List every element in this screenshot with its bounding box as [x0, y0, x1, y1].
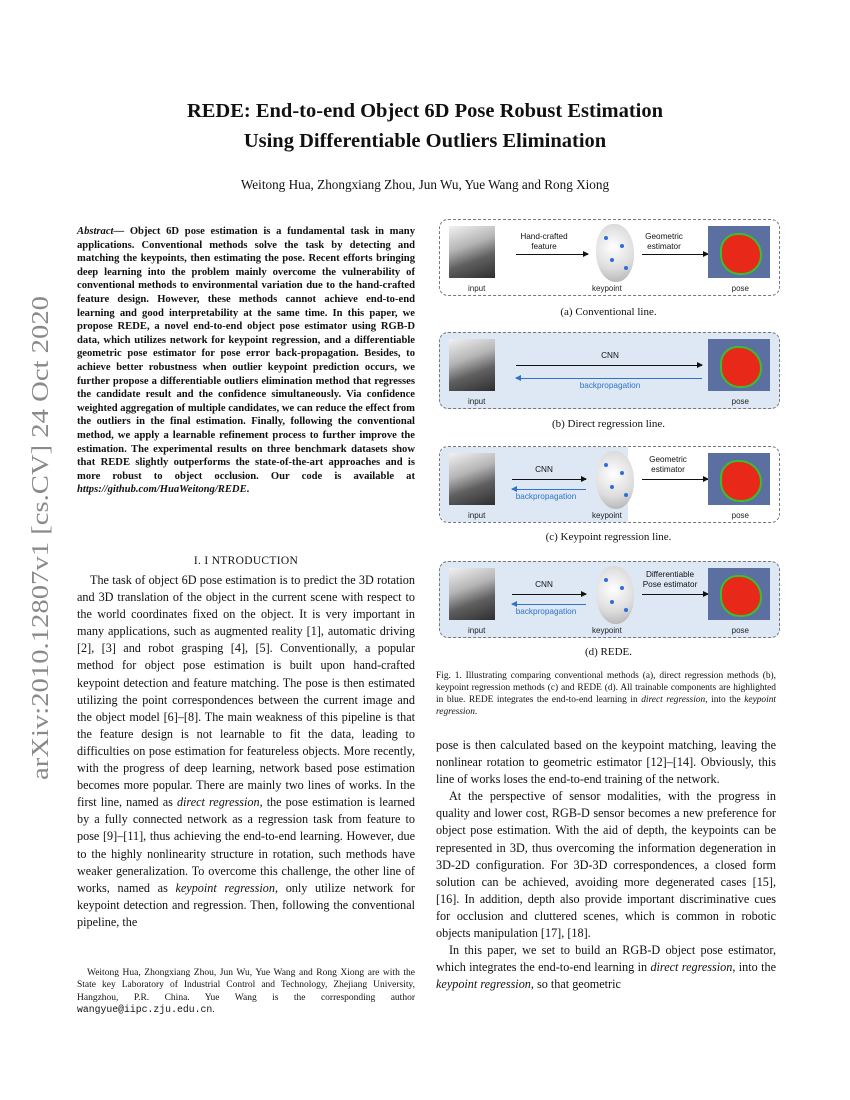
backprop-arrow [516, 378, 702, 379]
right-column [436, 737, 776, 993]
differentiable-estimator-label: Differentiable Pose estimator [642, 570, 698, 589]
pose-mask [720, 233, 762, 275]
paper-title [0, 96, 850, 156]
pose-mask [720, 575, 762, 617]
pose-mask [720, 346, 762, 388]
geometric-estimator-label: Geometric estimator [649, 455, 687, 474]
figure-caption: Fig. 1. Illustrating comparing conventional methods (a), direct regression methods (b), keypoint regression methods (c) and REDE (d). All trainable components are highlighted in blue. REDE integrates the end-to-end learning in direct regression, into the keypoint regression. [436, 671, 777, 718]
subcaption-a: (a) Conventional line. [560, 306, 657, 318]
arxiv-stamp [20, 296, 56, 780]
section-heading-introduction: I. I NTRODUCTION [193, 555, 299, 567]
keypoint-label: keypoint [592, 284, 622, 293]
intro-column [77, 572, 415, 931]
pose-image [708, 453, 770, 505]
abstract-label: Abstract [77, 226, 114, 237]
right-paragraph-2: At the perspective of sensor modalities, with the progress in quality and lower cost, RGB-D sensor becomes a new preference for object pose estimation. With the aid of depth, the keypoints can be represented in 3D, thus overcoming the information degeneration in 3D-2D configuration. For 3D-3D correspondences, a closed form solution can be achieved, avoiding more degenerated cases [15], [16]. In addition, depth also provide important discriminative cues for occlusion and cluttered scenes, which is common in robotic objects manipulation [17], [18]. [436, 789, 776, 941]
intro-paragraph: The task of object 6D pose estimation is to predict the 3D rotation and 3D translation of the object in the current scene with respect to the world coordinates fixed on the object. It is very important in many applications, such as augmented reality [1], automatic driving [2], [3] and robot grasping [4], [5]. Conventionally, a popular method for object pose estimation is built upon hand-crafted keypoint detection and feature matching. The pose is then estimated utilizing the point correspondences between the current image and the object model [6]–[8]. The main weakness of this pipeline is that the feature design is not learnable to fit the data, leading to difficulties on pose estimation for featureless objects. More recently, with the progress of deep learning, network based pose estimation becomes more popular. There are mainly two lines of works. In the first line, named as direct regression, the pose estimation is learned by a fully connected network as a regression task from feature to pose [9]–[11], thus achieving the end-to-end learning. However, due to the highly nonlinearity structure in rotation, such methods have weaker generalization. To overcome this challenge, the other line of works, named as keypoint regression, only utilize network for keypoint detection and regression. Then, following the conventional pipeline, the [77, 573, 416, 929]
right-paragraph-1: pose is then calculated based on the keypoint matching, leaving the nonlinear rotation to geometric estimator [12]–[14]. Obviously, this line of works loses the end-to-end training of the network. [436, 738, 776, 787]
input-label: input [468, 284, 486, 293]
input-label: input [468, 397, 486, 406]
figure-panel-d [439, 561, 780, 638]
hand-crafted-feature-label: Hand-crafted feature [520, 232, 568, 251]
backprop-label: backpropagation [579, 381, 641, 390]
arrow-right [642, 479, 708, 480]
keypoint-object [596, 224, 634, 282]
pose-label: pose [731, 284, 749, 293]
footnote: Weitong Hua, Zhongxiang Zhou, Jun Wu, Yue Wang and Rong Xiong are with the State key Laboratory of Industrial Control and Technology, Zhejiang University, Hangzhou, P.R. China. Yue Wang is the corresponding author wangyue@iipc.zju.edu.cn. [77, 968, 415, 1016]
pose-label: pose [731, 397, 749, 406]
input-image [449, 568, 495, 620]
subcaption-c: (c) Keypoint regression line. [545, 531, 672, 543]
input-image [449, 339, 495, 391]
cnn-label: CNN [601, 351, 619, 360]
keypoint-object [596, 451, 634, 509]
arxiv-stamp-text: arXiv:2010.12807v1 [cs.CV] 24 Oct 2020 [28, 374, 54, 780]
abstract-text: — Object 6D pose estimation is a fundamental task in many applications. Conventional methods solve the task by detecting and matching the keypoints, then estimating the pose. Recent efforts bringing deep learning into the problem mainly overcome the vulnerability of conventional methods to environmental variation due to the hand-crafted feature design. However, these methods cannot achieve end-to-end learning and good interpretability at the same time. In this paper, we propose REDE, a novel end-to-end object pose estimator using RGB-D data, which utilizes network for keypoint regression, and a differentiable geometric pose estimator for pose error back-propagation. Besides, to achieve better robustness when outlier keypoint prediction occurs, we further propose a differentiable outliers elimination method that regresses the candidate result and the confidence simultaneously. Via confidence weighted aggregation of multiple candidates, we can reduce the effect from the outliers in the final estimation. Finally, following the conventional method, we apply a learnable refinement process to further improve the estimation. The experimental results on three benchmark datasets show that REDE slightly outperforms the state-of-the-art approaches and is more robust to object occlusion. Our code is available at [77, 226, 415, 482]
right-paragraph-3: In this paper, we set to build an RGB-D object pose estimator, which integrates the end-to-end learning in direct regression, into the keypoint regression, so that geometric [436, 943, 776, 992]
pose-label: pose [731, 511, 749, 520]
arrow-right [516, 254, 588, 255]
pose-image [708, 568, 770, 620]
arrow-right [642, 254, 708, 255]
pose-image [708, 226, 770, 278]
pose-image [708, 339, 770, 391]
geometric-estimator-label: Geometric estimator [645, 232, 683, 251]
arrow-right [516, 365, 702, 366]
backprop-label: backpropagation [515, 607, 577, 616]
input-image [449, 226, 495, 278]
pose-label: pose [731, 626, 749, 635]
arrow-right [512, 479, 586, 480]
abstract: Abstract— Object 6D pose estimation is a fundamental task in many applications. Conventional methods solve the task by detecting and matching the keypoints, then estimating the pose. Recent efforts bringing deep learning into the problem mainly overcome the vulnerability of conventional methods to environmental variation due to the hand-crafted feature design. However, these methods cannot achieve end-to-end learning and good interpretability at the same time. In this paper, we propose REDE, a novel end-to-end object pose estimator using RGB-D data, which utilizes network for keypoint regression, and a differentiable geometric pose estimator for pose error back-propagation. Besides, to achieve better robustness when outlier keypoint prediction occurs, we further propose a differentiable outliers elimination method that regresses the candidate result and the confidence simultaneously. Via confidence weighted aggregation of multiple candidates, we can reduce the effect from the outliers in the final estimation. Finally, following the conventional method, we apply a learnable refinement process to further improve the estimation. The experimental results on three benchmark datasets show that REDE slightly outperforms the state-of-the-art approaches and is more robust to object occlusion. Our code is available at https://github.com/HuaWeitong/REDE. [77, 226, 415, 496]
figure-panel-b [439, 332, 780, 409]
input-image [449, 453, 495, 505]
code-link[interactable]: https://github.com/HuaWeitong/REDE [77, 484, 247, 496]
title-line-2: Using Differentiable Outliers Elimination [243, 130, 607, 152]
figure-panel-c [439, 446, 780, 523]
input-label: input [468, 626, 486, 635]
backprop-arrow [512, 604, 586, 605]
backprop-label: backpropagation [515, 492, 577, 501]
author-list: Weitong Hua, Zhongxiang Zhou, Jun Wu, Yue Wang and Rong Xiong [240, 177, 610, 192]
keypoint-object [596, 566, 634, 624]
arrow-right [642, 594, 708, 595]
keypoint-label: keypoint [592, 511, 622, 520]
backprop-arrow [512, 489, 586, 490]
author-email[interactable]: wangyue@iipc.zju.edu.cn [77, 1004, 213, 1016]
title-line-1: REDE: End-to-end Object 6D Pose Robust Estimation [186, 100, 664, 122]
figure-panel-a [439, 219, 780, 296]
input-label: input [468, 511, 486, 520]
pose-mask [720, 460, 762, 502]
subcaption-d: (d) REDE. [584, 646, 633, 658]
arrow-right [512, 594, 586, 595]
cnn-label: CNN [535, 580, 553, 589]
keypoint-label: keypoint [592, 626, 622, 635]
cnn-label: CNN [535, 465, 553, 474]
subcaption-b: (b) Direct regression line. [551, 418, 665, 430]
